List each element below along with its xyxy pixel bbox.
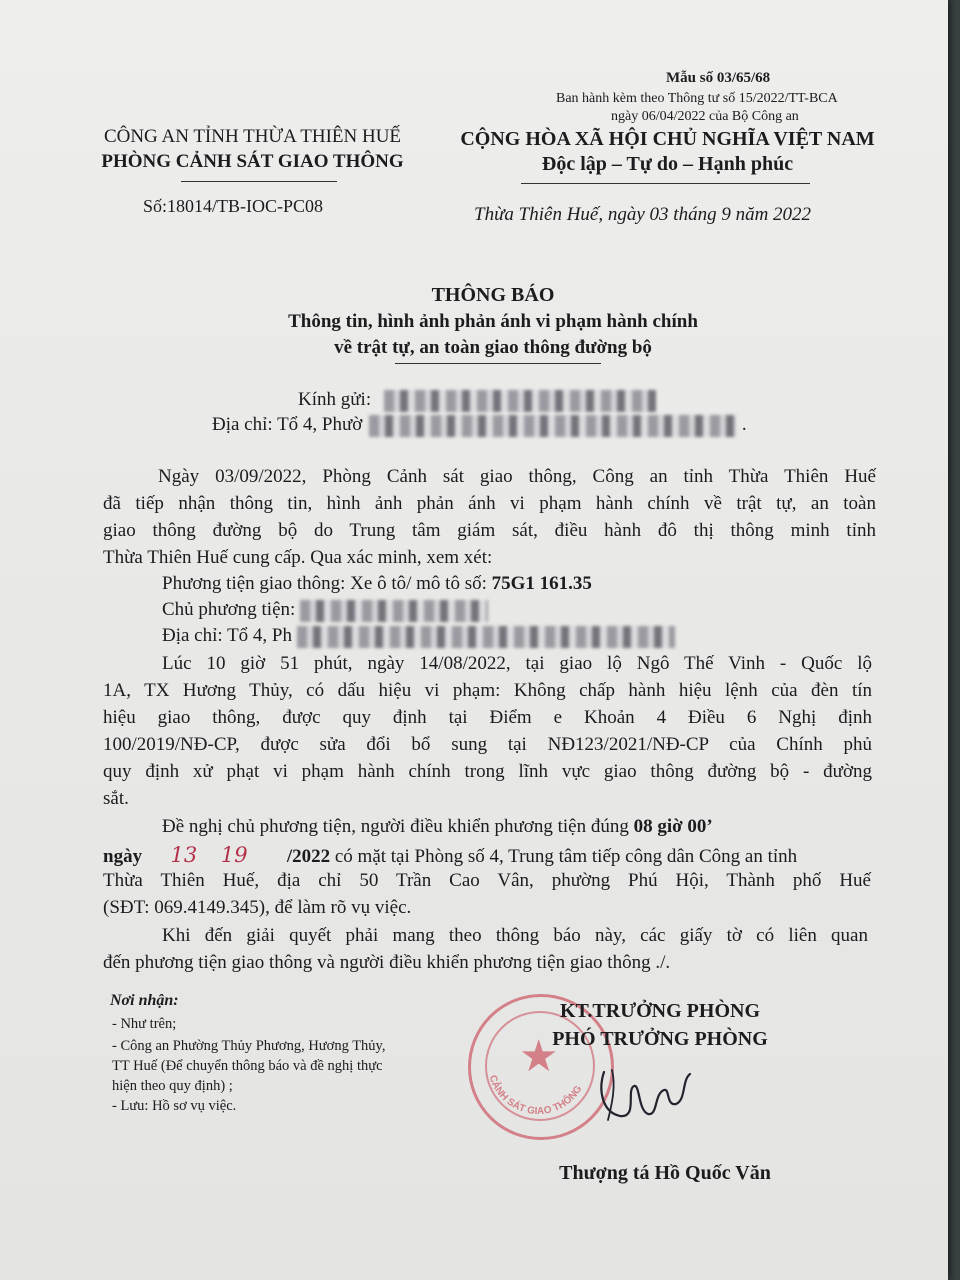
signature-title-1: KT.TRƯỞNG PHÒNG (560, 1000, 760, 1022)
recipient-address-row (212, 414, 747, 437)
handwritten-month: 19 (220, 843, 248, 867)
nation-line1: CỘNG HÒA XÃ HỘI CHỦ NGHĨA VIỆT NAM (460, 128, 875, 150)
para3-line1 (162, 816, 713, 838)
para2-line5: quy định xử phạt vi phạm hành chính trong lĩnh vực giao thông đường bộ - đường (103, 761, 872, 782)
redacted-owner-name (300, 600, 488, 622)
vehicle-plate: 75G1 161.35 (491, 573, 592, 594)
para2-line3: hiệu giao thông, được quy định tại Điểm e Khoản 4 Điều 6 Nghị định (103, 707, 872, 728)
para4-line2: đến phương tiện giao thông và người điều khiển phương tiện giao thông ./. (103, 952, 671, 973)
appointment-time: 08 giờ 00’ (633, 816, 713, 837)
issuer-line2: PHÒNG CẢNH SÁT GIAO THÔNG (101, 151, 404, 172)
owner-address-row (162, 625, 675, 648)
vehicle-label: Phương tiện giao thông: Xe ô tô/ mô tô số: (162, 573, 492, 594)
owner-row (162, 599, 488, 622)
para3-line2 (103, 843, 797, 868)
recipients-item: TT Huế (Để chuyển thông báo và đề nghị thực (112, 1058, 383, 1074)
appointment-year: /2022 (286, 846, 331, 867)
signer-name: Thượng tá Hồ Quốc Văn (559, 1162, 771, 1184)
signature-title-2: PHÓ TRƯỞNG PHÒNG (552, 1028, 768, 1050)
owner-label: Chủ phương tiện: (162, 599, 301, 620)
recipient-label: Kính gửi: (298, 389, 372, 410)
title-underline (395, 363, 601, 364)
notice-title: THÔNG BÁO (431, 284, 555, 306)
para1-line4: Thừa Thiên Huế cung cấp. Qua xác minh, xem xét: (103, 547, 493, 568)
para2-line1: Lúc 10 giờ 51 phút, ngày 14/08/2022, tại giao lộ Ngô Thế Vinh - Quốc lộ (162, 653, 872, 674)
para3-line4: (SĐT: 069.4149.345), để làm rõ vụ việc. (103, 897, 412, 918)
appointment-day-label: ngày (103, 846, 143, 867)
para3-location: có mặt tại Phòng số 4, Trung tâm tiếp công dân Công an tỉnh (330, 846, 798, 867)
para2-line2: 1A, TX Hương Thủy, có dấu hiệu vi phạm: Không chấp hành hiệu lệnh của đèn tín (103, 680, 872, 701)
para2-line4: 100/2019/NĐ-CP, được sửa đổi bổ sung tại NĐ123/2021/NĐ-CP của Chính phủ (103, 734, 872, 755)
motto-underline (521, 183, 810, 184)
nation-motto: Độc lập – Tự do – Hạnh phúc (541, 153, 794, 175)
issuer-line1: CÔNG AN TỈNH THỪA THIÊN HUẾ (103, 126, 402, 147)
handwritten-signature (590, 1060, 700, 1130)
notice-subtitle-1: Thông tin, hình ảnh phản ánh vi phạm hành chính (288, 311, 698, 332)
place-date: Thừa Thiên Huế, ngày 03 tháng 9 năm 2022 (474, 204, 812, 225)
owner-address-label: Địa chỉ: Tổ 4, Ph (162, 625, 293, 646)
para1-line3: giao thông đường bộ do Trung tâm giám sát, điều hành đô thị thông minh tỉnh (103, 520, 876, 541)
redacted-owner-address (297, 626, 675, 648)
recipients-item: hiện theo quy định) ; (112, 1078, 233, 1094)
redacted-recipient-address (369, 415, 737, 437)
para3-text: Đề nghị chủ phương tiện, người điều khiển phương tiện đúng (162, 816, 634, 837)
star-icon: ★ (519, 1032, 559, 1081)
recipients-item: - Như trên; (112, 1016, 177, 1032)
vehicle-row (162, 573, 592, 595)
recipient-address-end: . (741, 414, 747, 435)
seal-text: CẢNH SÁT GIAO THÔNG (486, 1073, 585, 1118)
document-number: Số:18014/TB-IOC-PC08 (143, 196, 324, 216)
handwritten-day: 13 (170, 843, 198, 867)
para2-line6: sắt. (103, 788, 129, 809)
recipient-row (298, 389, 656, 412)
recipients-title: Nơi nhận: (110, 992, 179, 1009)
recipients-item: - Công an Phường Thủy Phương, Hương Thủy, (112, 1038, 386, 1054)
para4-line1: Khi đến giải quyết phải mang theo thông báo này, các giấy tờ có liên quan (162, 925, 868, 946)
para1-line2: đã tiếp nhận thông tin, hình ảnh phản ánh vi phạm hành chính về trật tự, an toàn (103, 493, 876, 514)
para1-line1: Ngày 03/09/2022, Phòng Cảnh sát giao thông, Công an tỉnh Thừa Thiên Huế (158, 466, 876, 487)
redacted-recipient-name (384, 390, 656, 412)
recipient-address-label: Địa chỉ: Tổ 4, Phườ (212, 414, 363, 435)
notice-subtitle-2: về trật tự, an toàn giao thông đường bộ (334, 337, 652, 358)
form-ref-line2: ngày 06/04/2022 của Bộ Công an (611, 109, 799, 124)
form-ref-line1: Ban hành kèm theo Thông tư số 15/2022/TT-BCA (556, 91, 838, 106)
svg-text:CẢNH SÁT GIAO THÔNG (487, 1074, 585, 1117)
para3-line3: Thừa Thiên Huế, địa chỉ 50 Trần Cao Vân, phường Phú Hội, Thành phố Huế (103, 870, 871, 891)
recipients-item: - Lưu: Hồ sơ vụ việc. (112, 1098, 237, 1114)
issuer-underline (181, 181, 337, 182)
form-code: Mẫu số 03/65/68 (666, 70, 771, 86)
